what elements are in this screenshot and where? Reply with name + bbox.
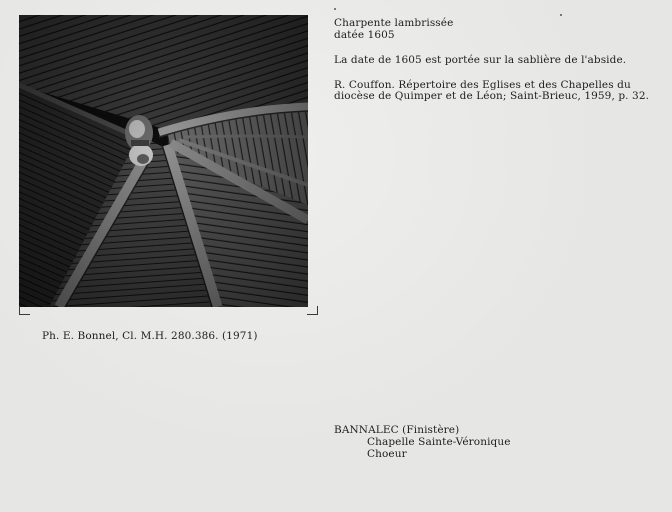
caption-date: datée 1605 <box>334 29 395 41</box>
paper-speck <box>334 8 336 10</box>
ceiling-photograph <box>19 15 308 307</box>
caption-title: Charpente lambrissée <box>334 17 454 29</box>
bibliography-line-2: diocèse de Quimper et de Léon; Saint-Brieuc, 1959, p. 32. <box>334 90 650 102</box>
paper-speck <box>560 14 562 16</box>
photo-mount-corner-left <box>19 306 30 315</box>
photo-mount-corner-right <box>307 306 318 315</box>
location-chapel: Chapelle Sainte-Véronique <box>367 436 511 448</box>
location-part: Choeur <box>367 448 407 460</box>
location-place: BANNALEC (Finistère) <box>334 424 460 436</box>
caption-note: La date de 1605 est portée sur la sablière de l'abside. <box>334 54 627 66</box>
ceiling-photo-image <box>19 15 308 307</box>
photo-credit: Ph. E. Bonnel, Cl. M.H. 280.386. (1971) <box>42 330 258 342</box>
bibliography-line-1: R. Couffon. Répertoire des Eglises et des Chapelles du <box>334 79 631 91</box>
